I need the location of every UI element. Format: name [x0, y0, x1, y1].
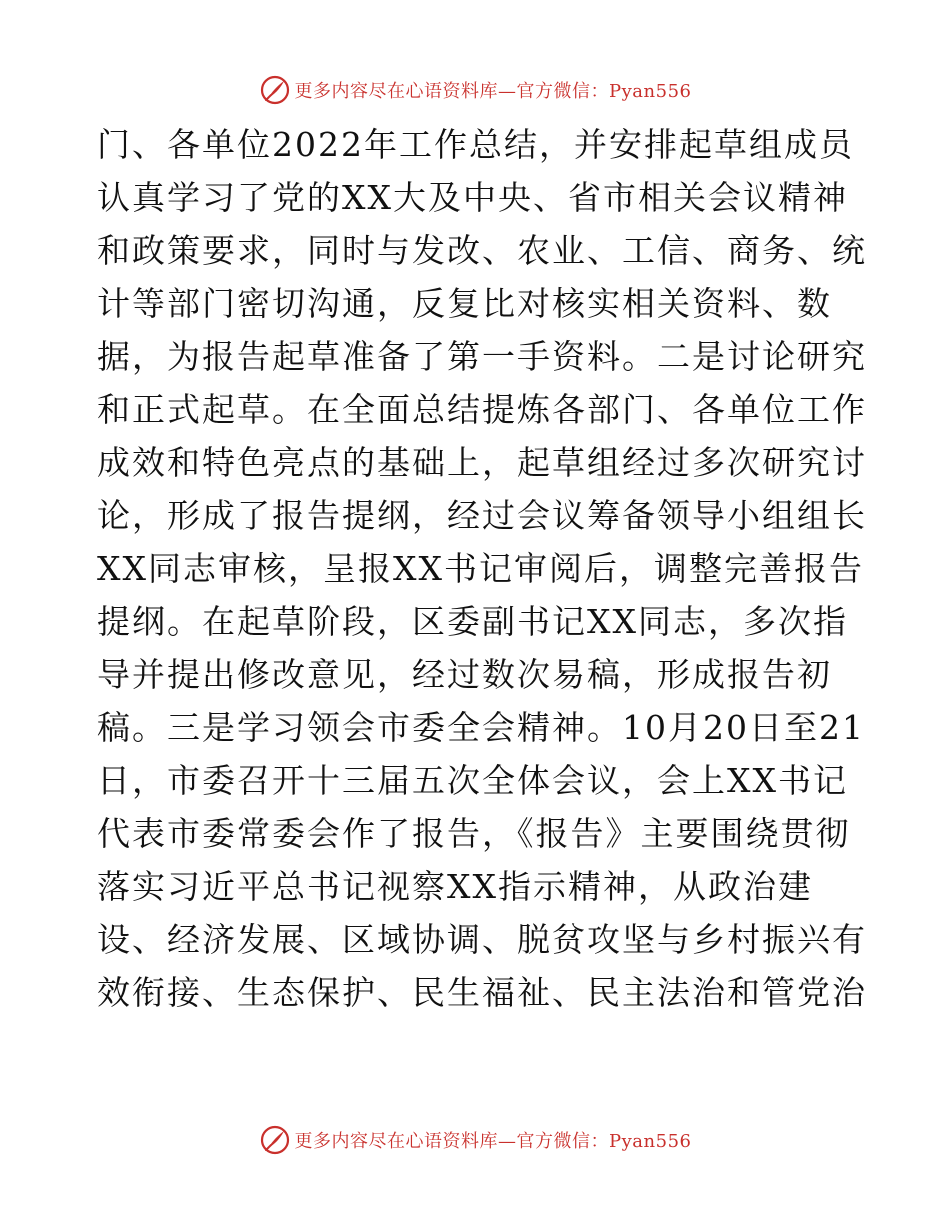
text-line: 和正式起草。在全面总结提炼各部门、各单位工作	[97, 390, 867, 429]
text-line: 计等部门密切沟通，反复比对核实相关资料、数	[97, 284, 832, 323]
feather-quill-logo-icon	[259, 1124, 291, 1156]
header-banner-text: 更多内容尽在心语资料库—官方微信：Pyan556	[294, 81, 692, 102]
text-line: 提纲。在起草阶段，区委副书记XX同志，多次指	[97, 602, 848, 641]
text-line: 和政策要求，同时与发改、农业、工信、商务、统	[97, 231, 867, 270]
text-line: 效衔接、生态保护、民生福祉、民主法治和管党治	[97, 973, 867, 1012]
text-line: 稿。三是学习领会市委全会精神。10月20日至21	[97, 708, 865, 747]
text-line: 成效和特色亮点的基础上，起草组经过多次研究讨	[97, 443, 867, 482]
text-line: 设、经济发展、区域协调、脱贫攻坚与乡村振兴有	[97, 920, 867, 959]
footer-banner	[0, 1120, 950, 1160]
text-line: XX同志审核，呈报XX书记审阅后，调整完善报告	[97, 549, 864, 588]
footer-banner-text: 更多内容尽在心语资料库—官方微信：Pyan556	[294, 1131, 692, 1152]
text-line: 门、各单位2022年工作总结，并安排起草组成员	[97, 125, 854, 164]
feather-quill-logo-icon	[259, 74, 291, 106]
text-line: 落实习近平总书记视察XX指示精神，从政治建	[97, 867, 813, 906]
text-line: 代表市委常委会作了报告，《报告》主要围绕贯彻	[97, 814, 851, 853]
text-line: 论，形成了报告提纲，经过会议筹备领导小组组长	[97, 496, 867, 535]
text-line: 导并提出修改意见，经过数次易稿，形成报告初	[97, 655, 832, 694]
document-body	[97, 118, 867, 1019]
text-line: 日，市委召开十三届五次全体会议，会上XX书记	[97, 761, 848, 800]
text-line: 认真学习了党的XX大及中央、省市相关会议精神	[97, 178, 848, 217]
text-line: 据，为报告起草准备了第一手资料。二是讨论研究	[97, 337, 867, 376]
header-banner	[0, 70, 950, 110]
